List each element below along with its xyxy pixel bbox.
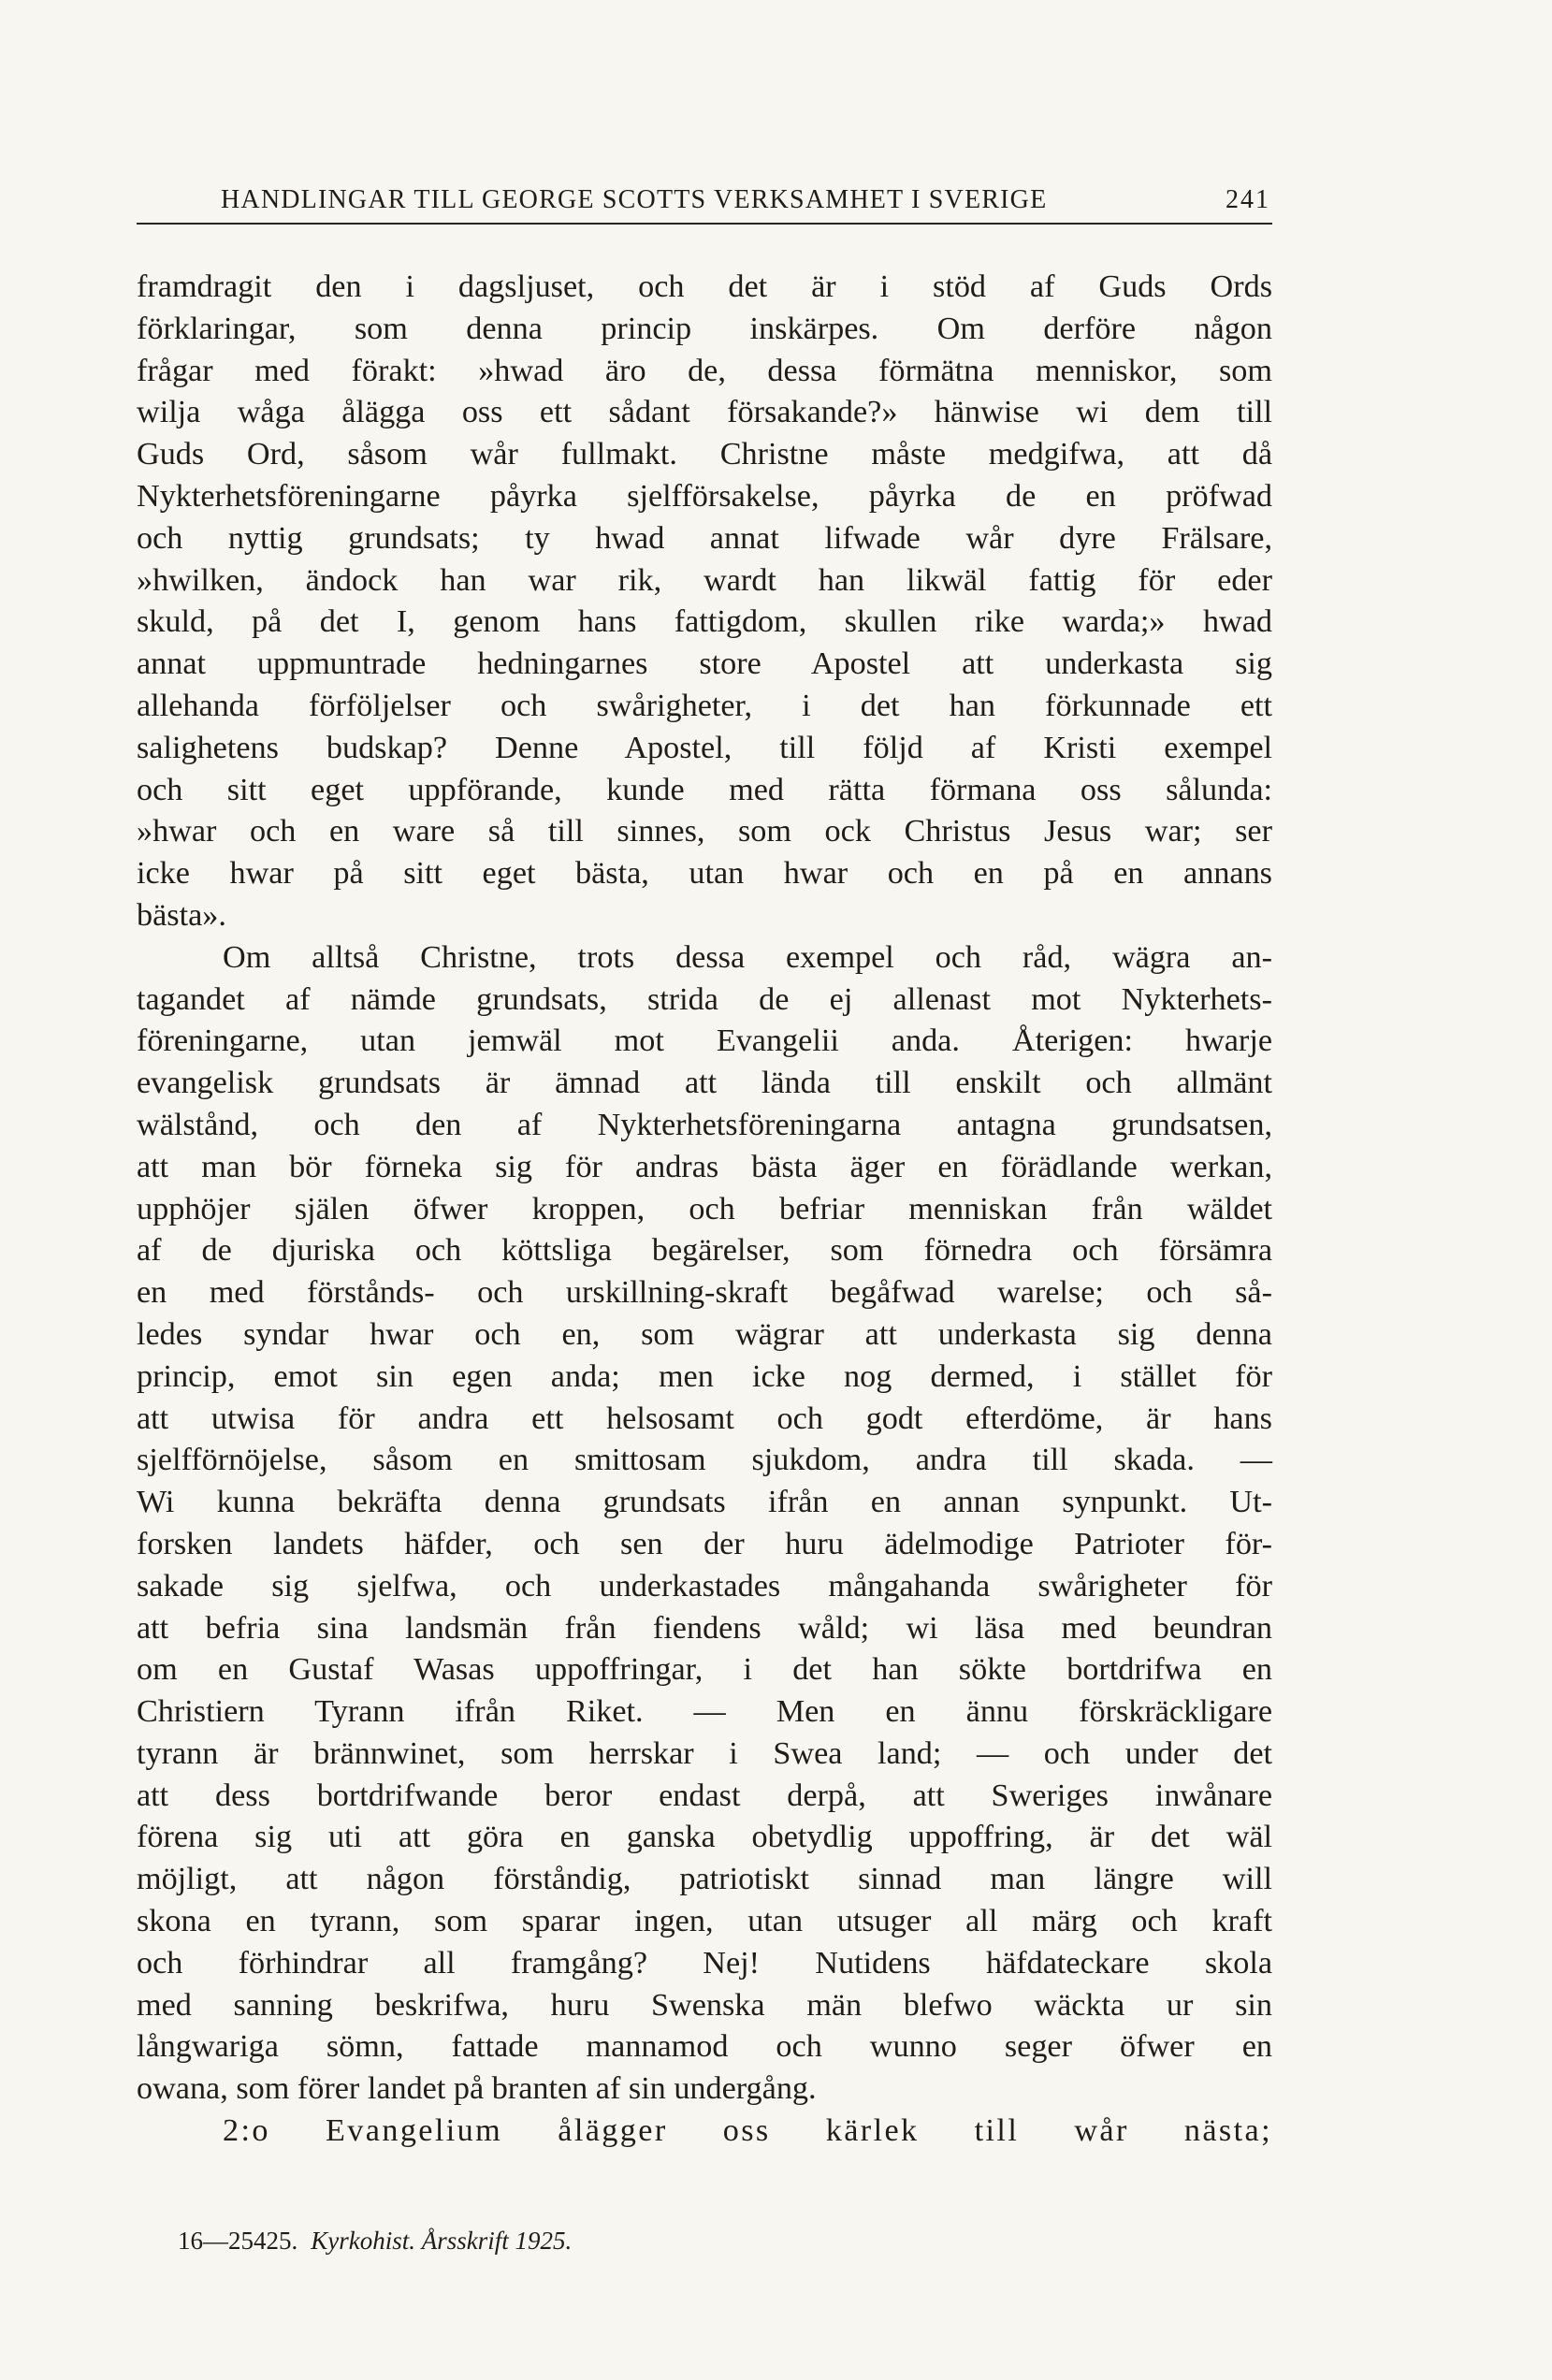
text-line: upphöjer själen öfwer kroppen, och befriar menniskan från wäldet [137, 1191, 1272, 1226]
text-line: att utwisa för andra ett helsosamt och godt efterdöme, är hans [137, 1400, 1272, 1436]
text-line: och nyttig grundsats; ty hwad annat lifwade wår dyre Frälsare, [137, 520, 1272, 556]
text-line: wälstånd, och den af Nykterhetsföreningarna antagna grundsatsen, [137, 1107, 1272, 1142]
text-line: Wi kunna bekräfta denna grundsats ifrån en annan synpunkt. Ut- [137, 1485, 1272, 1520]
paragraph-start-line: Om alltså Christne, trots dessa exempel och råd, wägra an- [223, 939, 1272, 975]
text-line: ledes syndar hwar och en, som wägrar att underkasta sig denna [137, 1316, 1272, 1352]
text-line: och sitt eget uppförande, kunde med rätta förmana oss sålunda: [137, 772, 1272, 807]
text-line: princip, emot sin egen anda; men icke nog dermed, i stället för [137, 1358, 1272, 1394]
text-line: Nykterhetsföreningarne påyrka sjelfförsakelse, påyrka de en pröfwad [137, 478, 1272, 514]
text-line: salighetens budskap? Denne Apostel, till följd af Kristi exempel [137, 730, 1272, 765]
text-line: evangelisk grundsats är ämnad att lända till enskilt och allmänt [137, 1066, 1272, 1101]
text-line: sjelfförnöjelse, såsom en smittosam sjukdom, andra till skada. — [137, 1443, 1272, 1478]
text-line: att dess bortdrifwande beror endast derpå, att Sweriges inwånare [137, 1778, 1272, 1813]
body-text [137, 267, 1272, 2153]
text-line: förena sig uti att göra en ganska obetydlig uppoffring, är det wäl [137, 1820, 1272, 1855]
signature-line [178, 2225, 572, 2257]
paragraph-end-line: owana, som förer landet på branten af sin undergång. [137, 2071, 817, 2107]
page-number: 241 [1226, 185, 1270, 214]
text-line: förklaringar, som denna princip inskärpes. Om derföre någon [137, 311, 1272, 346]
text-line: skona en tyrann, som sparar ingen, utan utsuger all märg och kraft [137, 1904, 1272, 1939]
text-line: framdragit den i dagsljuset, och det är i stöd af Guds Ords [137, 269, 1272, 304]
text-line: med sanning beskrifwa, huru Swenska män blefwo wäckta ur sin [137, 1987, 1272, 2023]
running-head [137, 178, 1272, 225]
text-line: frågar med förakt: »hwad äro de, dessa förmätna menniskor, som [137, 353, 1272, 388]
text-line: sakade sig sjelfwa, och underkastades mångahanda swårigheter för [137, 1568, 1272, 1604]
text-line: Guds Ord, såsom wår fullmakt. Christne måste medgifwa, att då [137, 437, 1272, 472]
running-head-title: HANDLINGAR TILL GEORGE SCOTTS VERKSAMHET I SVERIGE [221, 185, 1048, 214]
text-line: af de djuriska och köttsliga begärelser, som förnedra och försämra [137, 1233, 1272, 1269]
paragraph-end-line: bästa». [137, 897, 226, 933]
text-line: allehanda förföljelser och swårigheter, i det han förkunnade ett [137, 688, 1272, 723]
text-line: Christiern Tyrann ifrån Riket. — Men en ännu förskräckligare [137, 1694, 1272, 1730]
text-line: möjligt, att någon förståndig, patriotiskt sinnad man längre will [137, 1862, 1272, 1897]
text-line: wilja wåga ålägga oss ett sådant försakande?» hänwise wi dem till [137, 395, 1272, 430]
text-line: en med förstånds- och urskillning-skraft begåfwad warelse; och så- [137, 1275, 1272, 1311]
text-line: icke hwar på sitt eget bästa, utan hwar och en på en annans [137, 856, 1272, 892]
text-line: skuld, på det I, genom hans fattigdom, skullen rike warda;» hwad [137, 604, 1272, 640]
text-line: annat uppmuntrade hedningarnes store Apostel att underkasta sig [137, 646, 1272, 682]
text-line: »hwar och en ware så till sinnes, som ock Christus Jesus war; ser [137, 814, 1272, 849]
journal-reference: Kyrkohist. Årsskrift 1925. [311, 2227, 573, 2255]
text-line: att befria sina landsmän från fiendens wåld; wi läsa med beundran [137, 1610, 1272, 1646]
text-line: tagandet af nämde grundsats, strida de ej allenast mot Nykterhets- [137, 981, 1272, 1017]
text-line: om en Gustaf Wasas uppoffringar, i det han sökte bortdrifwa en [137, 1652, 1272, 1688]
printer-signature: 16—25425. [178, 2227, 298, 2255]
text-line: tyrann är brännwinet, som herrskar i Swea land; — och under det [137, 1735, 1272, 1771]
text-line: långwariga sömn, fattade mannamod och wunno seger öfwer en [137, 2029, 1272, 2065]
paragraph-start-line: 2:o Evangelium ålägger oss kärlek till wår nästa; [223, 2113, 1272, 2149]
text-line: forsken landets häfder, och sen der huru ädelmodige Patrioter för- [137, 1526, 1272, 1561]
text-line: »hwilken, ändock han war rik, wardt han likwäl fattig för eder [137, 562, 1272, 598]
text-line: att man bör förneka sig för andras bästa äger en förädlande werkan, [137, 1149, 1272, 1184]
text-line: och förhindrar all framgång? Nej! Nutidens häfdateckare skola [137, 1945, 1272, 1981]
text-line: föreningarne, utan jemwäl mot Evangelii anda. Återigen: hwarje [137, 1023, 1272, 1059]
